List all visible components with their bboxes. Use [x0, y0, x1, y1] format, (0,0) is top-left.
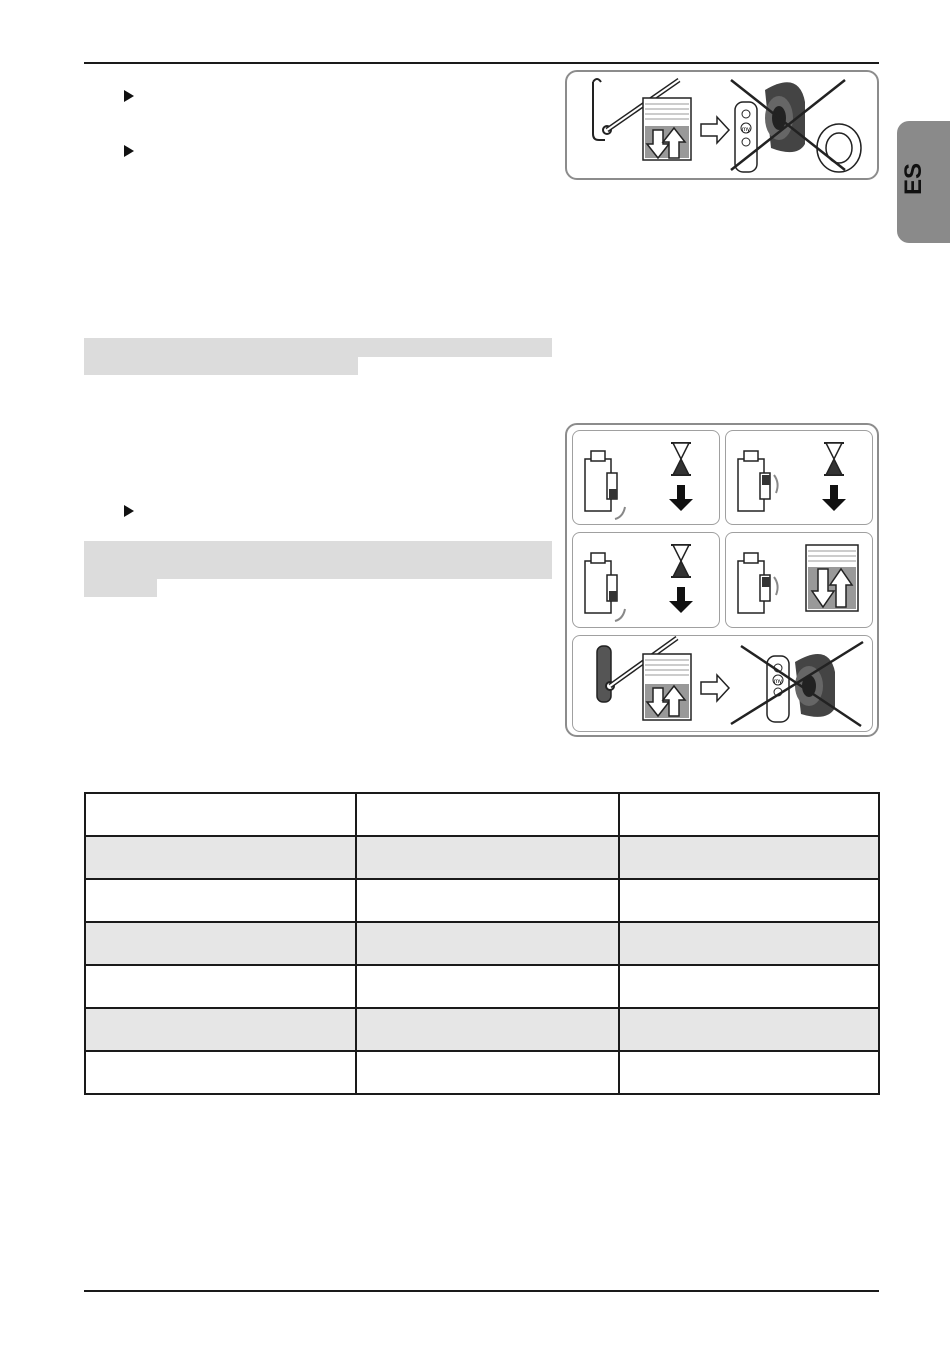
shutter-up-down-icon: [643, 98, 691, 160]
table-cell: [85, 1051, 356, 1094]
top-rule: [84, 62, 879, 64]
step-panel-1: [572, 430, 720, 525]
figure-power-cycle: [565, 423, 879, 737]
arrow-down-icon: [669, 485, 693, 511]
table-cell: [85, 879, 356, 922]
bullet-icon: [124, 90, 134, 102]
table-row: [85, 793, 879, 836]
remote-my-label: my: [742, 127, 750, 133]
table-cell: [85, 793, 356, 836]
table-cell: [356, 879, 619, 922]
circuit-breaker-icon: [738, 451, 778, 511]
table-row: [85, 836, 879, 879]
section-heading-band: [84, 541, 552, 579]
figure-illustration: [567, 72, 877, 178]
table-cell: [85, 965, 356, 1008]
table-cell: [356, 793, 619, 836]
step-panel-4: [725, 532, 873, 628]
shutter-up-down-icon: [806, 545, 858, 611]
section-heading-band-tail: [84, 356, 358, 375]
hourglass-icon: [824, 443, 844, 475]
table-cell: [85, 836, 356, 879]
bullet-icon: [124, 505, 134, 517]
step-panel-2: [725, 430, 873, 525]
language-tab: [897, 121, 950, 243]
data-table: [84, 792, 880, 1095]
step-panel-3: [572, 532, 720, 628]
arrow-down-icon: [669, 587, 693, 613]
bullet-icon: [124, 145, 134, 157]
table-cell: [619, 965, 879, 1008]
language-tab-label: ES: [900, 162, 927, 195]
table-row: [85, 879, 879, 922]
section-heading-band: [84, 338, 552, 357]
table-cell: [85, 1008, 356, 1051]
table-row: [85, 1008, 879, 1051]
remote-control-icon: [735, 102, 757, 172]
shutter-up-down-icon: [643, 654, 691, 720]
cross-out-icon: [731, 642, 863, 726]
step-panel-5: [572, 635, 873, 732]
table-cell: [356, 836, 619, 879]
table-row: [85, 1051, 879, 1094]
section-heading-band-tail: [84, 578, 157, 597]
table-cell: [85, 922, 356, 965]
table-row: [85, 965, 879, 1008]
table-cell: [619, 836, 879, 879]
bottom-rule: [84, 1290, 879, 1292]
table-cell: [356, 1051, 619, 1094]
wall-transmitter-icon: [765, 82, 861, 172]
table-cell: [619, 1008, 879, 1051]
figure-reset-instructions: [565, 70, 879, 180]
table-cell: [619, 793, 879, 836]
hourglass-icon: [671, 443, 691, 475]
arrow-down-icon: [822, 485, 846, 511]
arrow-right-icon: [701, 675, 729, 701]
table-cell: [356, 922, 619, 965]
circuit-breaker-icon: [585, 451, 625, 519]
hourglass-icon: [671, 545, 691, 577]
table-cell: [356, 965, 619, 1008]
remote-my-label: my: [774, 679, 782, 685]
circuit-breaker-icon: [585, 553, 625, 621]
table-cell: [356, 1008, 619, 1051]
circuit-breaker-icon: [738, 553, 778, 613]
arrow-right-icon: [701, 117, 729, 143]
table-row: [85, 922, 879, 965]
table-cell: [619, 1051, 879, 1094]
table-cell: [619, 879, 879, 922]
table-cell: [619, 922, 879, 965]
